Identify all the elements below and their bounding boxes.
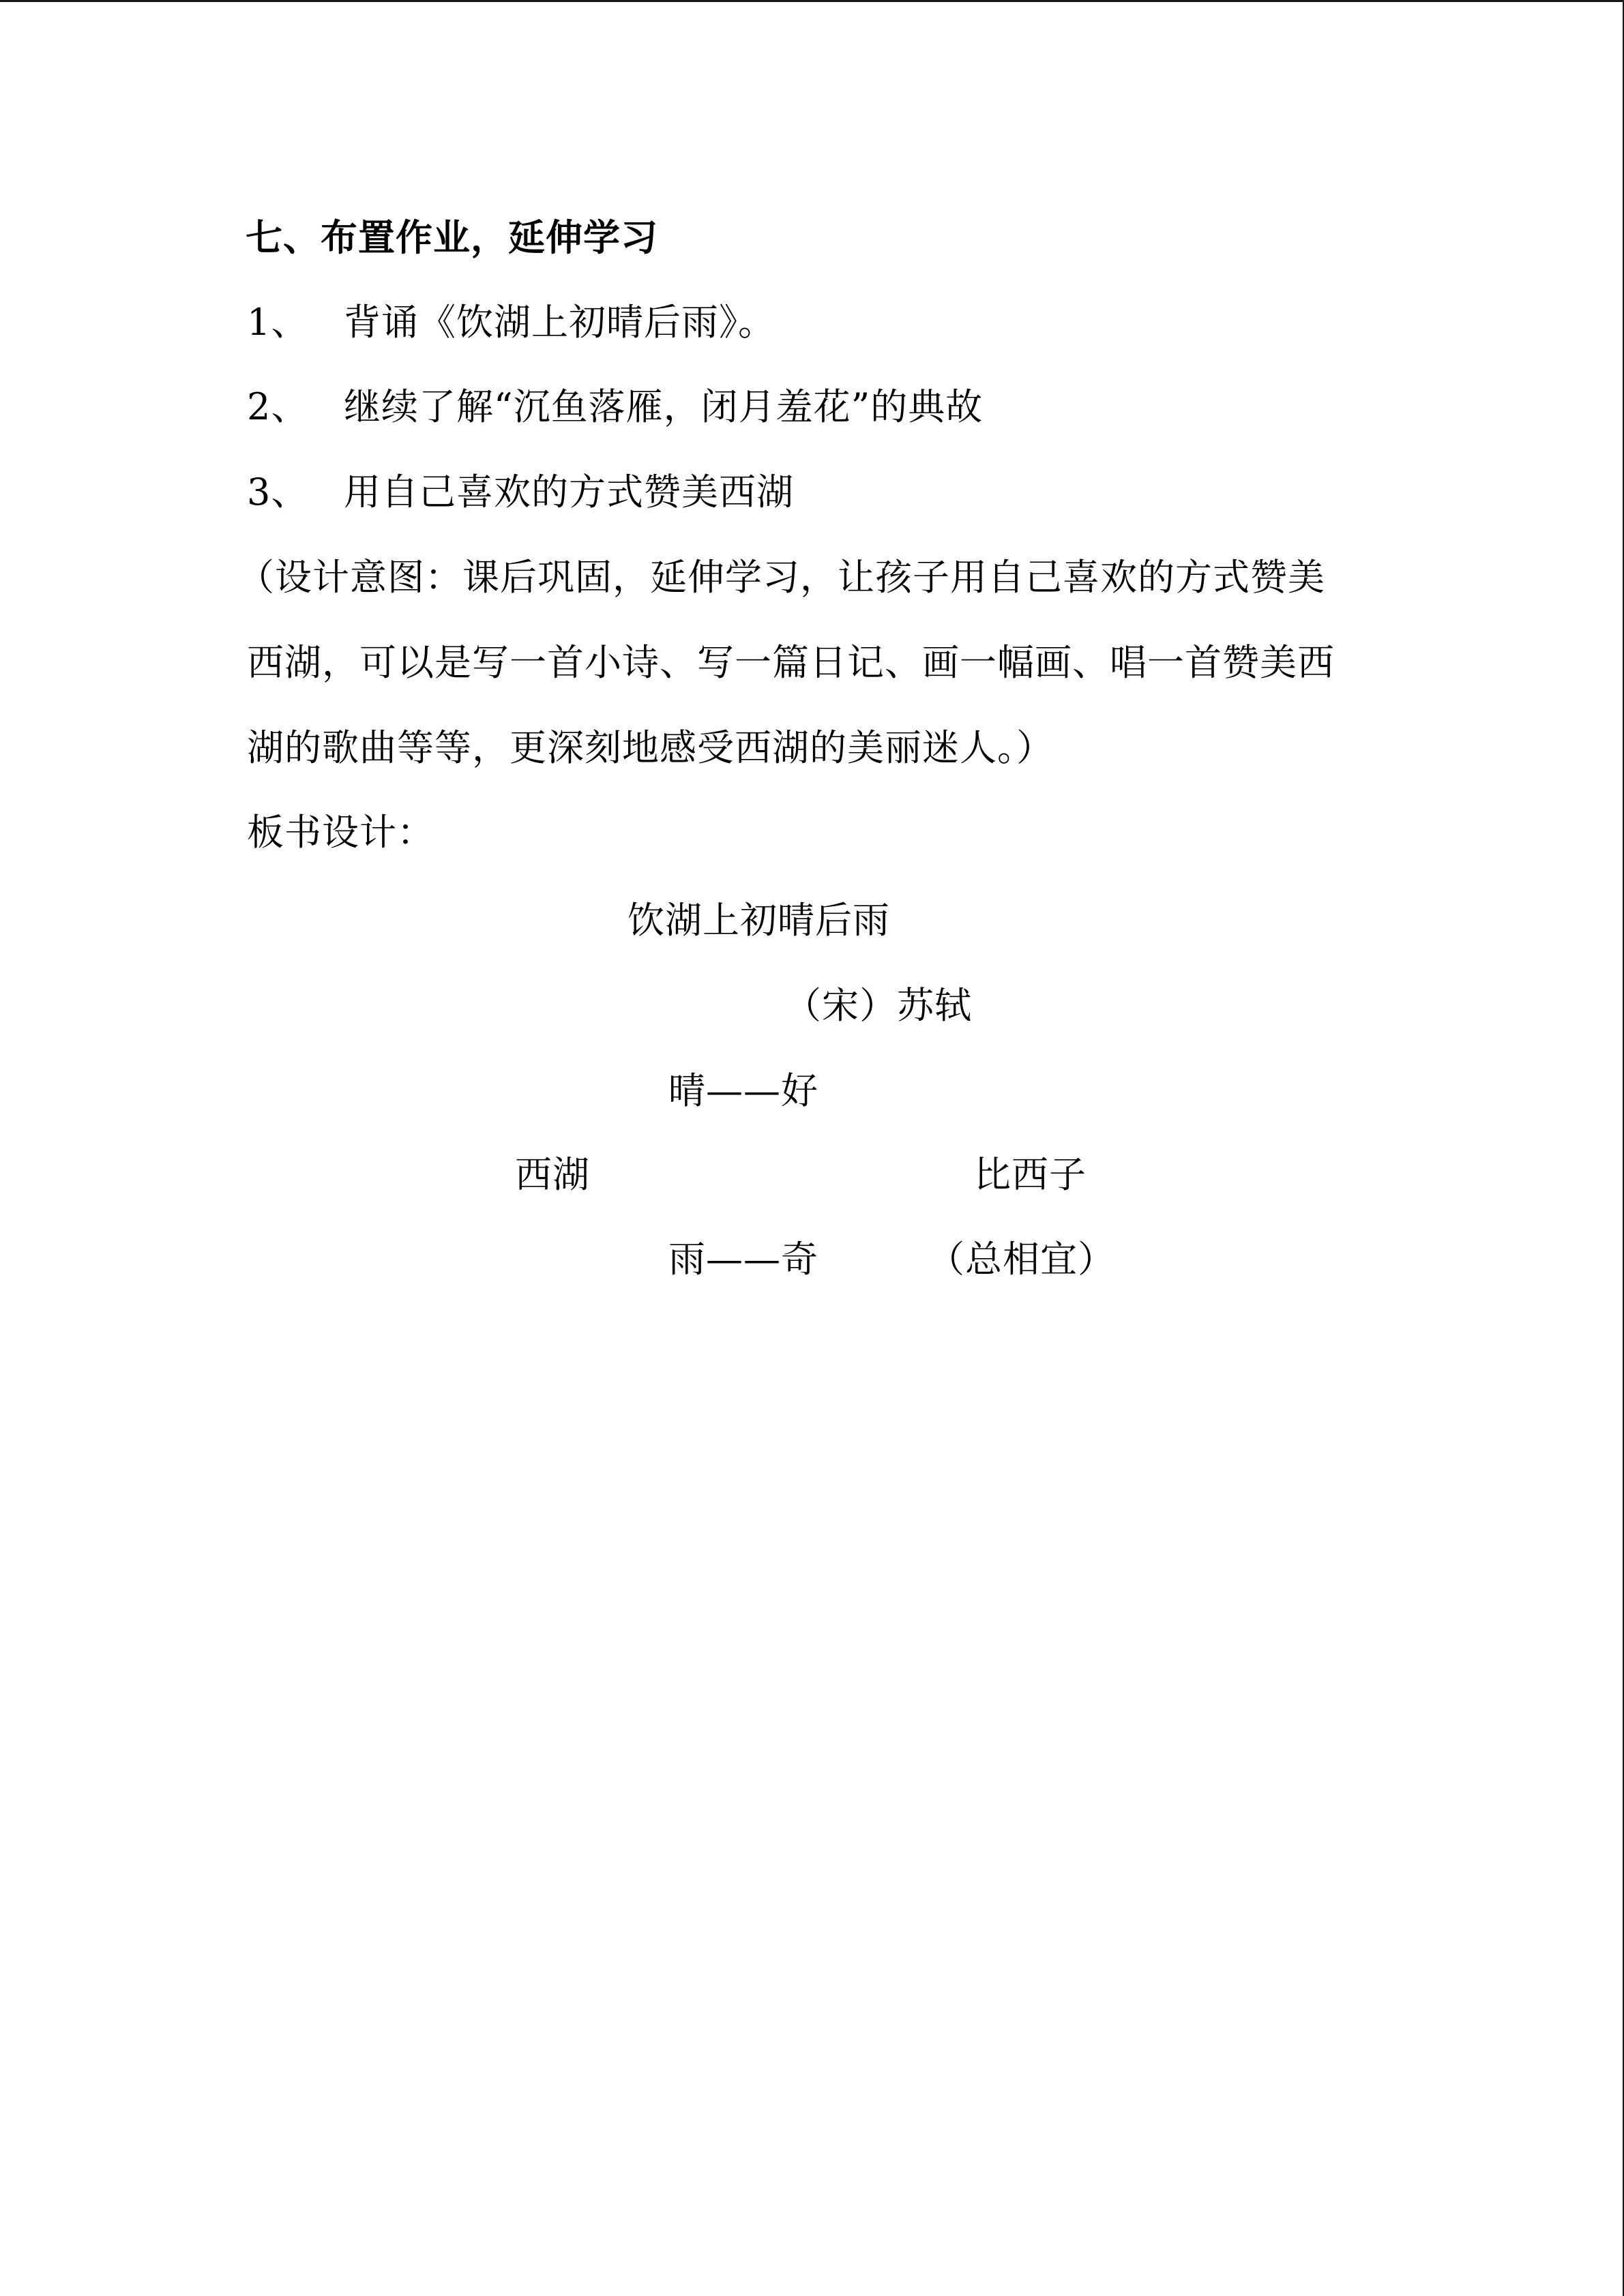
design-intent-line-3: 湖的歌曲等等，更深刻地感受西湖的美丽迷人。） <box>247 726 1054 769</box>
page-top-border <box>0 0 1624 2</box>
design-intent-line-1: （设计意图：课后巩固，延伸学习，让孩子用自己喜欢的方式赞美 <box>237 556 1325 599</box>
list-number: 3、 <box>247 471 309 513</box>
board-title: 饮湖上初晴后雨 <box>628 899 890 942</box>
list-number: 1、 <box>247 301 309 344</box>
list-text: 背诵《饮湖上初晴后雨》。 <box>344 301 776 344</box>
board-author: （宋）苏轼 <box>784 984 972 1027</box>
board-conclusion: （总相宜） <box>928 1238 1115 1281</box>
list-number: 2、 <box>247 385 309 428</box>
board-design-label: 板书设计： <box>247 811 434 854</box>
board-compare: 比西子 <box>974 1153 1087 1196</box>
homework-item-3 <box>247 472 794 513</box>
list-text: 用自己喜欢的方式赞美西湖 <box>344 471 794 513</box>
design-intent-line-2: 西湖，可以是写一首小诗、写一篇日记、画一幅画、唱一首赞美西 <box>247 641 1335 684</box>
homework-item-1 <box>247 302 776 343</box>
section-heading: 七、布置作业，延伸学习 <box>246 215 658 259</box>
homework-item-2 <box>247 387 983 428</box>
board-rainy: 雨——奇 <box>668 1238 818 1281</box>
board-subject: 西湖 <box>515 1153 590 1196</box>
board-sunny: 晴——好 <box>668 1069 818 1112</box>
list-text: 继续了解“沉鱼落雁，闭月羞花”的典故 <box>344 385 984 428</box>
